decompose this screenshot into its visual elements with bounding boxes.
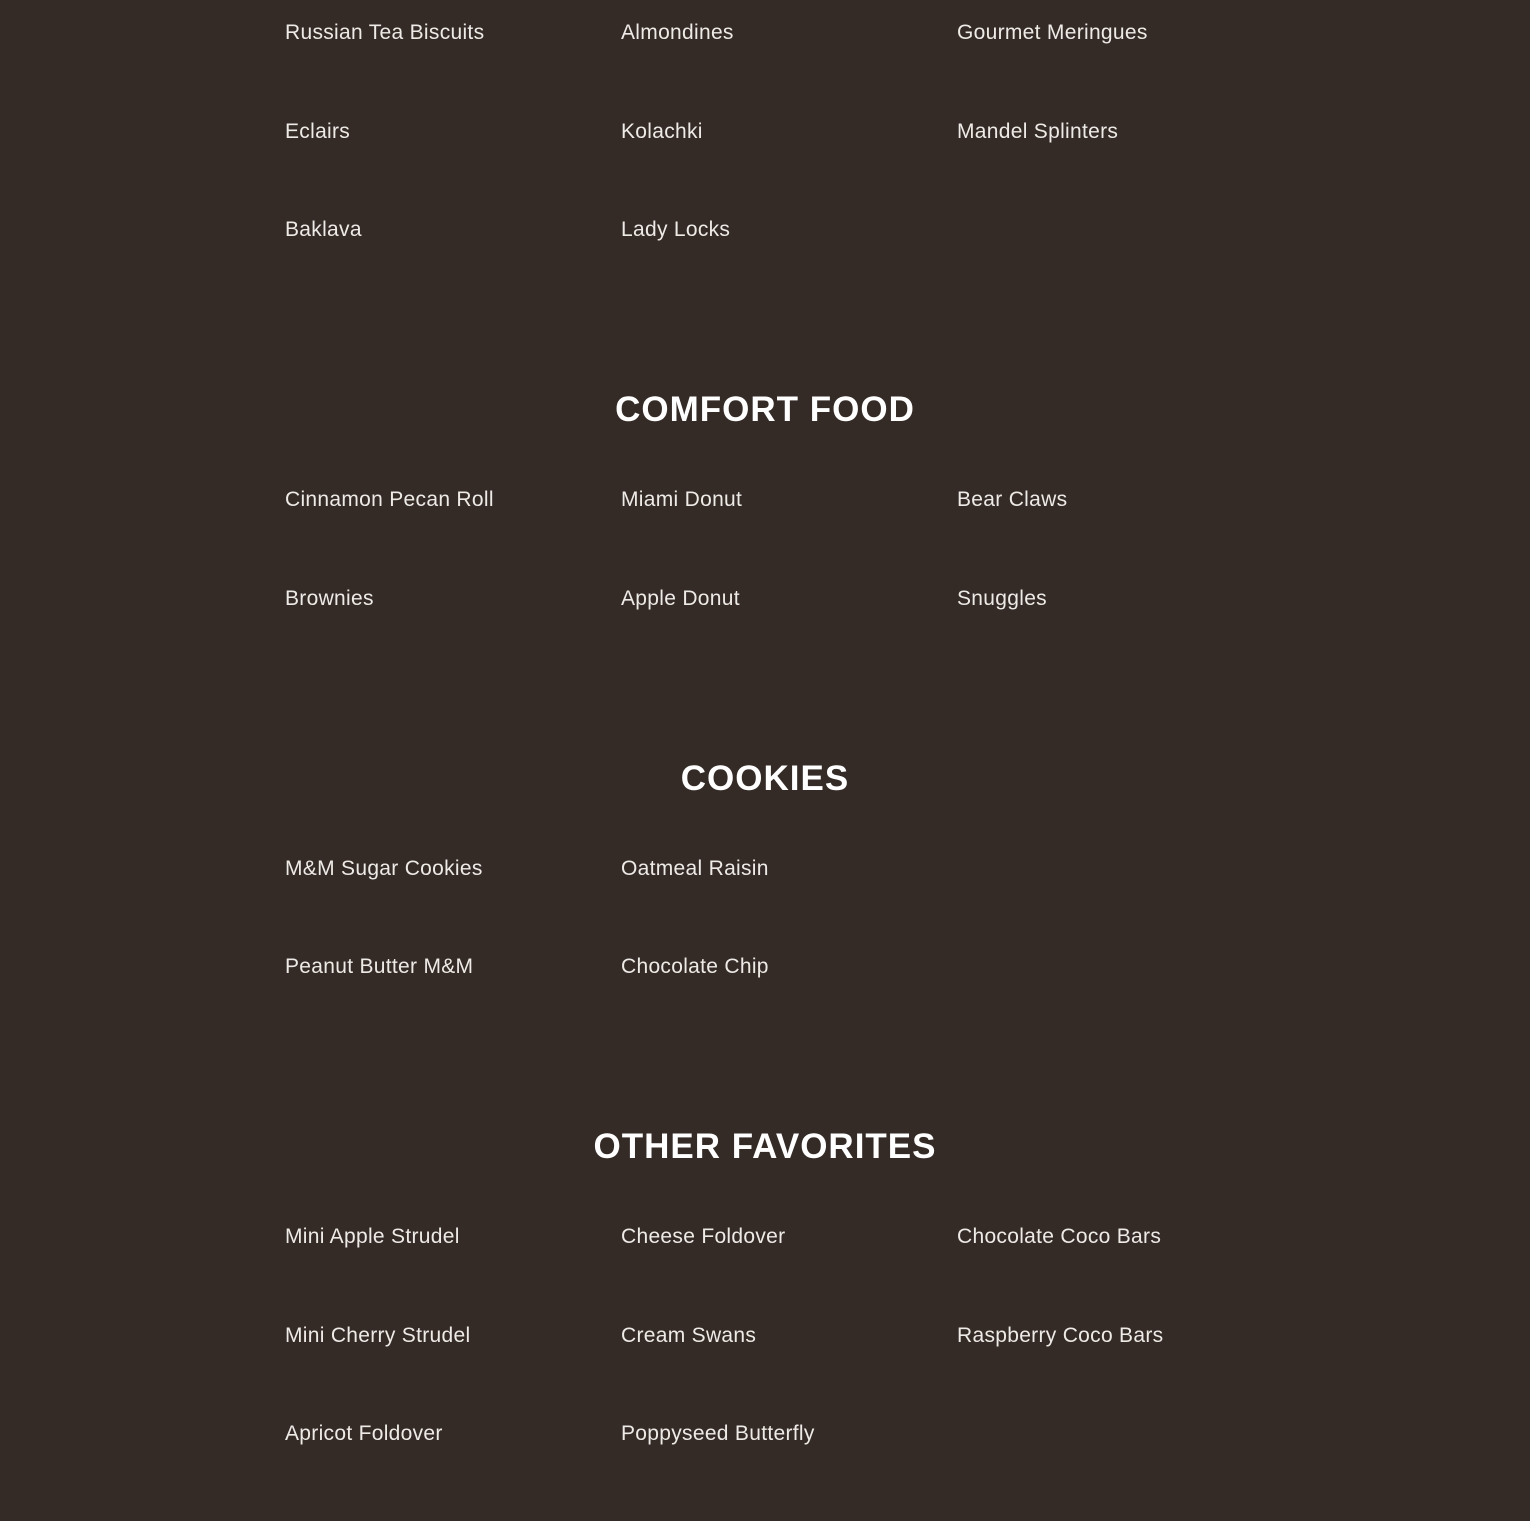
menu-item bbox=[957, 955, 1293, 1054]
menu-list bbox=[285, 0, 1293, 1521]
menu-item: Poppyseed Butterfly bbox=[621, 1422, 815, 1445]
menu-item: Russian Tea Biscuits bbox=[285, 21, 485, 44]
menu-item: Kolachki bbox=[621, 119, 703, 143]
menu-section bbox=[285, 1127, 1293, 1521]
menu-section bbox=[285, 21, 1293, 317]
section-heading: COOKIES bbox=[680, 758, 850, 798]
menu-item: Mandel Splinters bbox=[957, 119, 1119, 143]
menu-item: Cheese Foldover bbox=[621, 1225, 786, 1248]
menu-item: Miami Donut bbox=[621, 488, 743, 511]
item-grid bbox=[285, 488, 1293, 685]
menu-item: Gourmet Meringues bbox=[957, 21, 1148, 44]
menu-item: Apple Donut bbox=[621, 586, 740, 610]
menu-item: Brownies bbox=[285, 586, 374, 610]
menu-item: Chocolate Chip bbox=[621, 955, 769, 978]
menu-section bbox=[285, 390, 1293, 685]
menu-item: M&M Sugar Cookies bbox=[285, 856, 483, 880]
section-heading: OTHER FAVORITES bbox=[593, 1127, 937, 1166]
menu-item bbox=[957, 1422, 1293, 1521]
menu-item: Raspberry Coco Bars bbox=[957, 1323, 1164, 1347]
item-grid bbox=[285, 857, 1293, 1054]
item-grid bbox=[285, 21, 1293, 317]
menu-item: Cinnamon Pecan Roll bbox=[285, 488, 494, 511]
menu-item: Snuggles bbox=[957, 586, 1047, 610]
menu-item: Eclairs bbox=[285, 119, 351, 143]
section-heading: COMFORT FOOD bbox=[615, 390, 915, 429]
menu-item: Chocolate Coco Bars bbox=[957, 1225, 1162, 1248]
menu-item: Bear Claws bbox=[957, 488, 1068, 511]
menu-item bbox=[957, 857, 1293, 956]
menu-item: Mini Apple Strudel bbox=[285, 1225, 460, 1248]
menu-item: Almondines bbox=[621, 21, 734, 44]
menu-item: Oatmeal Raisin bbox=[621, 856, 769, 880]
menu-item: Peanut Butter M&M bbox=[285, 955, 474, 978]
menu-item: Baklava bbox=[285, 218, 362, 241]
item-grid bbox=[285, 1225, 1293, 1521]
menu-item: Apricot Foldover bbox=[285, 1422, 443, 1445]
menu-item: Cream Swans bbox=[621, 1323, 757, 1347]
menu-item: Mini Cherry Strudel bbox=[285, 1323, 471, 1347]
menu-item bbox=[957, 218, 1293, 317]
menu-item: Lady Locks bbox=[621, 218, 731, 241]
menu-section bbox=[285, 759, 1293, 1054]
